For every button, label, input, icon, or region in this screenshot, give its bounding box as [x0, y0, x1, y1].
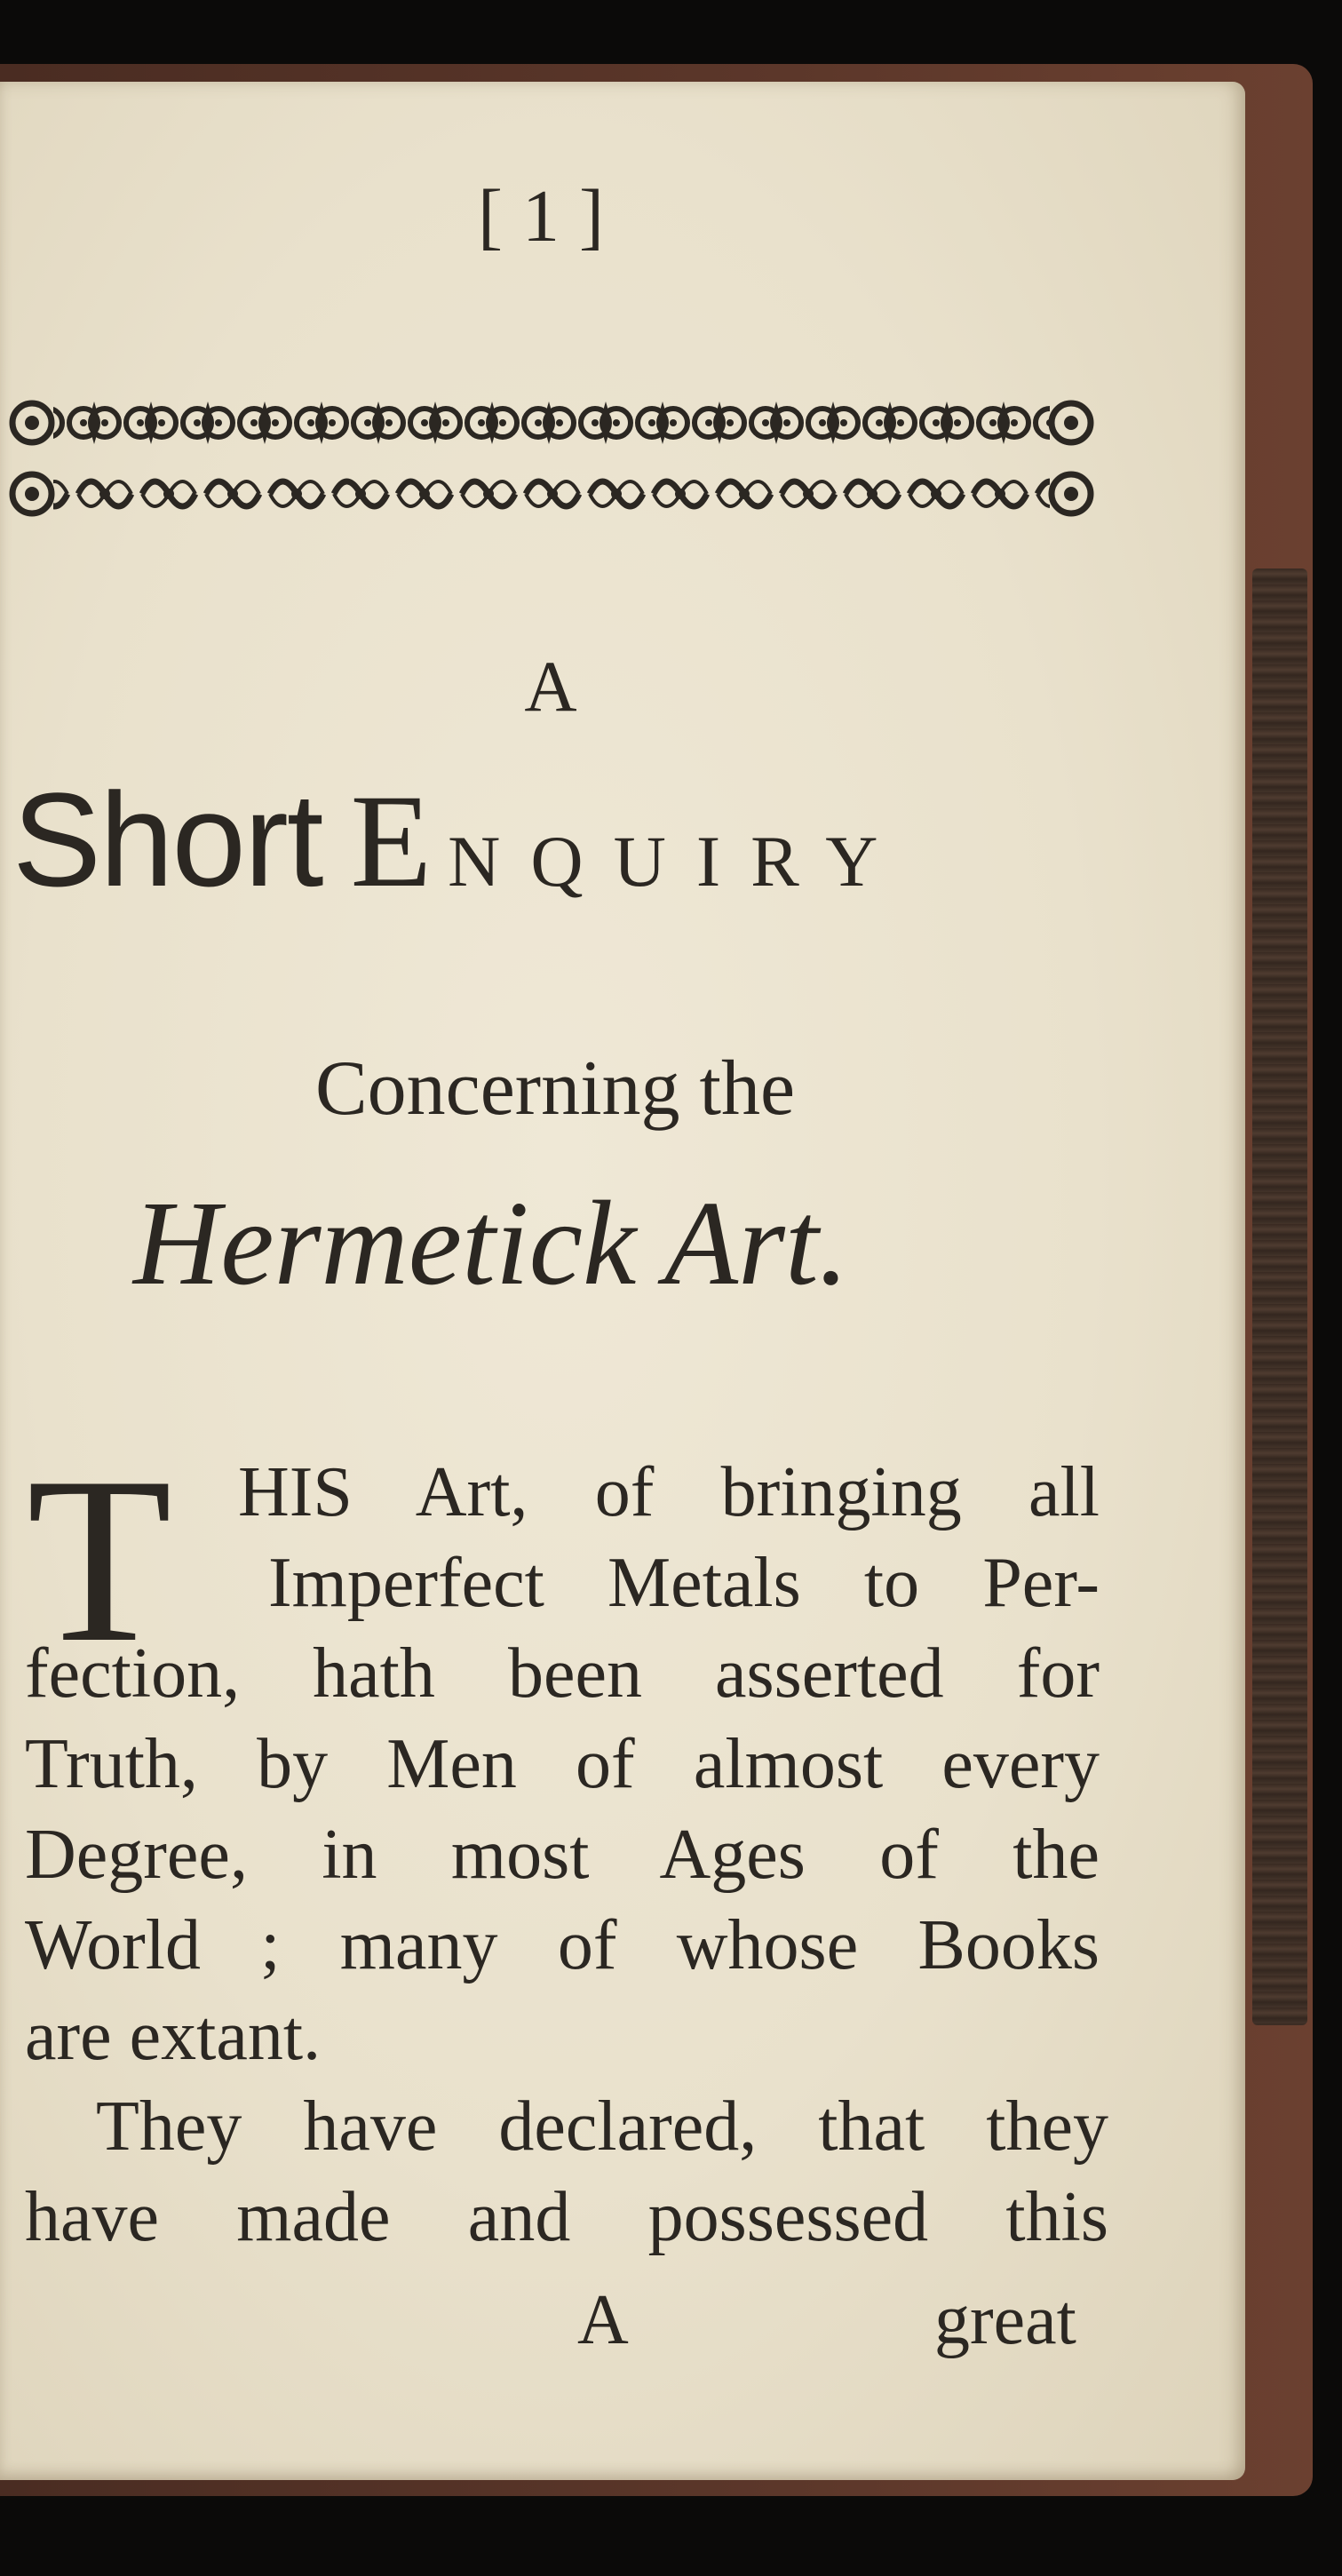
- title-short: Short: [12, 765, 322, 914]
- body-line-5: Degree, in most Ages of the: [25, 1816, 1100, 1894]
- title-enquiry-rest: NQUIRY: [448, 821, 909, 902]
- body-line-8: They have declared, that they: [96, 2087, 1108, 2166]
- title-enquiry-initial: E: [350, 767, 433, 915]
- body-line-4: Truth, by Men of almost every: [25, 1725, 1100, 1803]
- body-line-1: HIS Art, of bringing all: [238, 1453, 1100, 1531]
- title-concerning: Concerning the: [314, 1046, 796, 1132]
- body-line-7: are extant.: [25, 1997, 322, 2075]
- title-article: A: [524, 646, 577, 727]
- book-page: [0, 82, 1245, 2480]
- title-main-line: [12, 765, 1114, 915]
- title-subject: Hermetick Art.: [133, 1177, 849, 1310]
- signature-mark: A: [577, 2281, 629, 2359]
- book-spine-edge: [1252, 568, 1307, 2025]
- body-line-2: Imperfect Metals to Per-: [268, 1544, 1100, 1622]
- body-line-9: have made and possessed this: [25, 2178, 1108, 2256]
- catchword: great: [934, 2281, 1076, 2359]
- body-line-6: World ; many of whose Books: [25, 1906, 1100, 1984]
- page-number: [1]: [478, 175, 623, 258]
- drop-cap: T: [27, 1427, 172, 1691]
- ornament-band-top: [9, 394, 1094, 451]
- body-line-3: fection, hath been asserted for: [25, 1634, 1100, 1713]
- ornament-band-bottom: [9, 465, 1094, 522]
